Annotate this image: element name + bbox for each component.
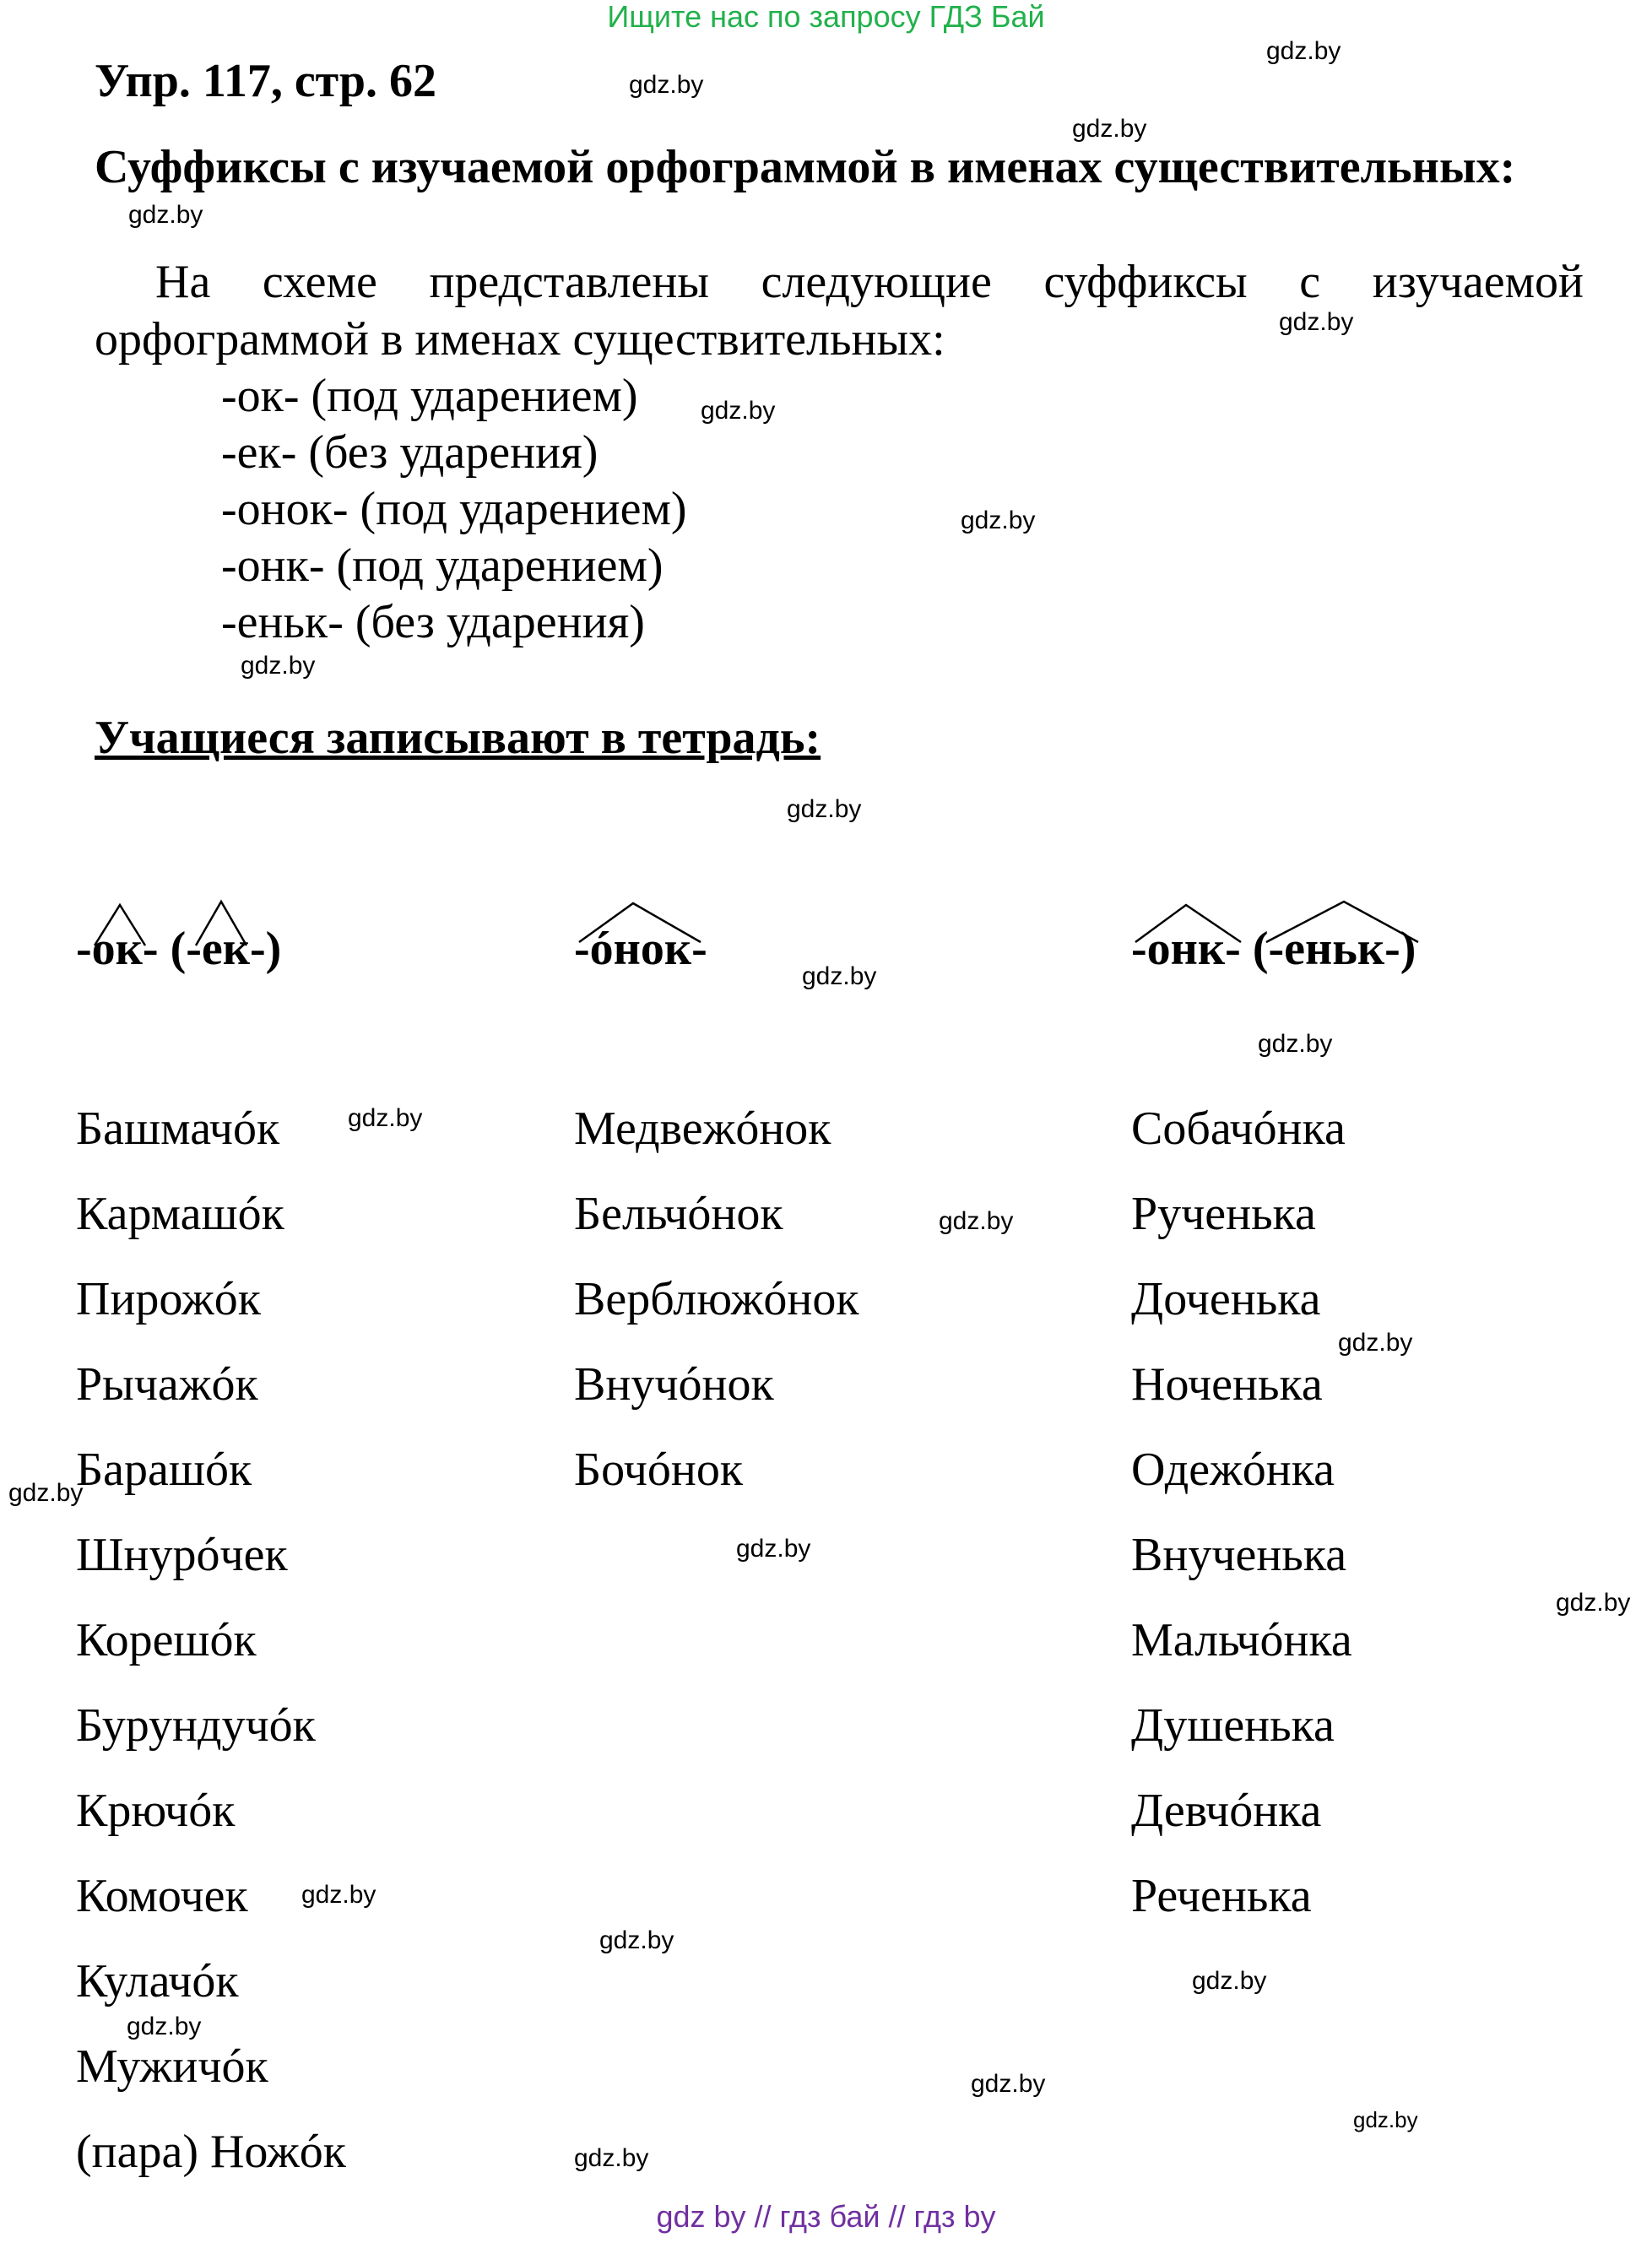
watermark: gdz.by xyxy=(939,1207,1014,1235)
watermark: gdz.by xyxy=(301,1881,376,1909)
column-header-onk: -онк- (-еньк-) xyxy=(1131,923,1416,975)
watermark: gdz.by xyxy=(971,2070,1046,2098)
watermark: gdz.by xyxy=(961,507,1036,534)
word-item: Кармашóк xyxy=(76,1188,284,1240)
word-item: Башмачóк xyxy=(76,1103,280,1155)
word-item: Рученька xyxy=(1131,1188,1316,1240)
watermark: gdz.by xyxy=(1266,37,1341,65)
word-item: Кулачóк xyxy=(76,1955,239,2007)
word-item: Мужичóк xyxy=(76,2040,268,2093)
word-item: Бельчóнок xyxy=(574,1188,783,1240)
notebook-subheading: Учащиеся записывают в тетрадь: xyxy=(95,712,821,764)
word-item: Комочек xyxy=(76,1870,248,1922)
watermark: gdz.by xyxy=(348,1104,423,1132)
watermark: gdz.by xyxy=(1279,308,1354,336)
suffix-item: -ек- (без ударения) xyxy=(221,426,599,479)
intro-paragraph: На схеме представлены следующие суффиксы с изучаемой орфограммой в именах существительных: xyxy=(95,256,1584,366)
word-item: Крючóк xyxy=(76,1785,236,1837)
suffix-item: -еньк- (без ударения) xyxy=(221,596,645,648)
top-banner[interactable]: Ищите нас по запросу ГДЗ Бай xyxy=(607,0,1045,34)
suffix-item: -онк- (под ударением) xyxy=(221,539,664,592)
bottom-banner[interactable]: gdz by // гдз бай // гдз by xyxy=(656,2199,996,2234)
watermark: gdz.by xyxy=(736,1535,811,1563)
watermark: gdz.by xyxy=(1353,2107,1418,2132)
word-column-onok xyxy=(574,1086,859,1513)
word-item: Бочóнок xyxy=(574,1444,744,1496)
watermark: gdz.by xyxy=(127,2013,202,2040)
watermark: gdz.by xyxy=(1338,1329,1413,1357)
word-item: Доченька xyxy=(1131,1273,1321,1325)
word-item: (пара) Ножóк xyxy=(76,2126,346,2178)
word-item: Рычажóк xyxy=(76,1358,258,1411)
watermark: gdz.by xyxy=(787,795,862,823)
word-item: Бурундучóк xyxy=(76,1699,316,1752)
section-heading: Суффиксы с изучаемой орфограммой в именах существительных: xyxy=(95,141,1516,193)
word-item: Мальчóнка xyxy=(1131,1614,1352,1666)
watermark: gdz.by xyxy=(241,652,316,680)
word-item: Шнурóчек xyxy=(76,1529,288,1581)
word-item: Внучóнок xyxy=(574,1358,774,1411)
watermark: gdz.by xyxy=(599,1926,674,1954)
word-item: Собачóнка xyxy=(1131,1103,1346,1155)
word-item: Внученька xyxy=(1131,1529,1347,1581)
word-item: Ноченька xyxy=(1131,1358,1323,1411)
word-column-ok xyxy=(76,1086,346,2195)
exercise-title: Упр. 117, стр. 62 xyxy=(95,55,437,107)
watermark: gdz.by xyxy=(8,1479,84,1507)
word-item: Медвежóнок xyxy=(574,1103,831,1155)
suffix-item: -онок- (под ударением) xyxy=(221,483,687,535)
watermark: gdz.by xyxy=(1192,1967,1267,1995)
watermark: gdz.by xyxy=(701,397,776,425)
watermark: gdz.by xyxy=(128,201,203,229)
watermark: gdz.by xyxy=(1072,115,1147,143)
column-header-onok: -óнок- xyxy=(574,923,707,975)
word-item: Барашóк xyxy=(76,1444,252,1496)
watermark: gdz.by xyxy=(1556,1589,1631,1617)
word-item: Одежóнка xyxy=(1131,1444,1335,1496)
watermark: gdz.by xyxy=(802,962,877,990)
watermark: gdz.by xyxy=(574,2144,649,2172)
column-header-ok: -ок- (-ек-) xyxy=(76,923,282,975)
word-item: Пирожóк xyxy=(76,1273,261,1325)
word-item: Душенька xyxy=(1131,1699,1335,1752)
suffix-item: -ок- (под ударением) xyxy=(221,370,638,422)
word-item: Верблюжóнок xyxy=(574,1273,859,1325)
word-item: Корешóк xyxy=(76,1614,257,1666)
word-item: Реченька xyxy=(1131,1870,1312,1922)
watermark: gdz.by xyxy=(629,71,704,99)
word-column-onk xyxy=(1131,1086,1352,1939)
watermark: gdz.by xyxy=(1258,1030,1333,1058)
word-item: Девчóнка xyxy=(1131,1785,1322,1837)
